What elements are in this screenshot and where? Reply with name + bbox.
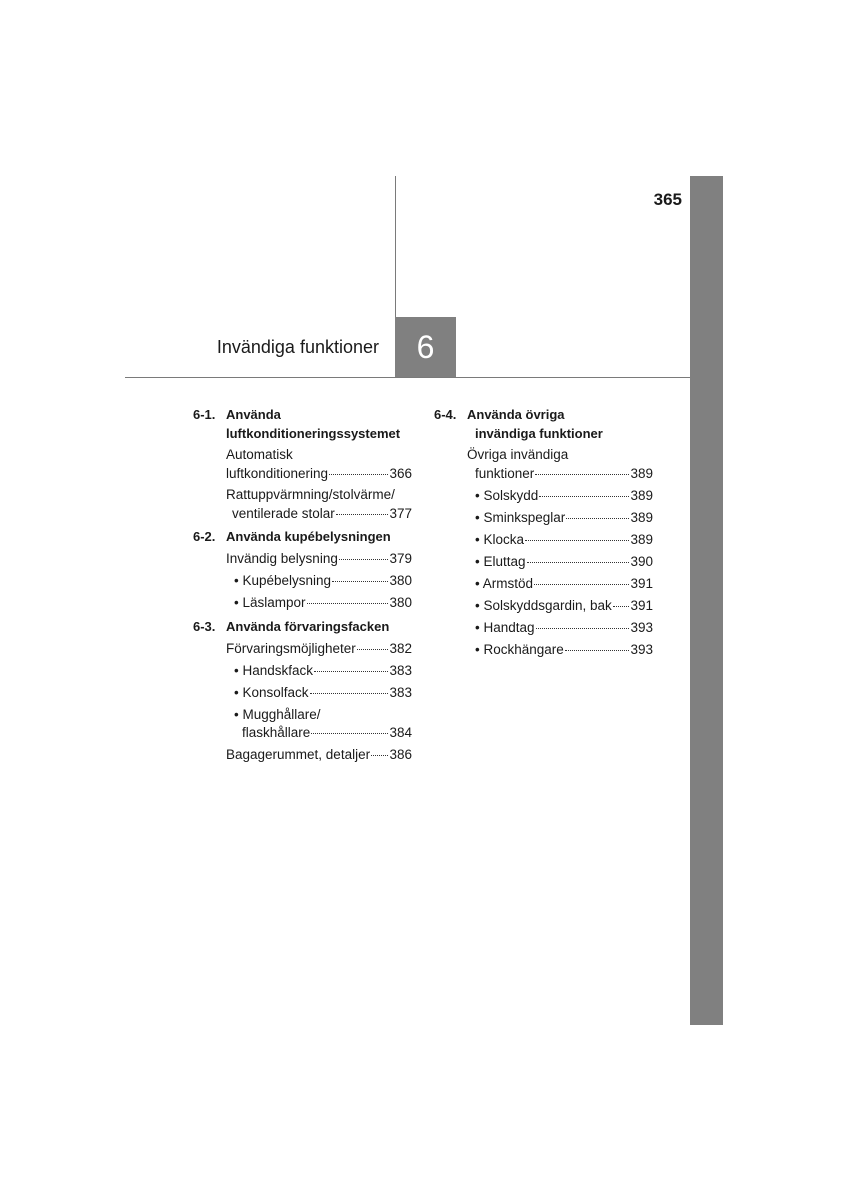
- toc-entry-page: 383: [389, 685, 412, 700]
- toc-entry-text: • Solskydd: [475, 488, 539, 503]
- toc-entry-line1: Övriga invändiga: [467, 447, 569, 462]
- toc-entry[interactable]: [226, 639, 412, 658]
- toc-entry[interactable]: [234, 661, 412, 680]
- horizontal-rule: [125, 377, 690, 378]
- dot-leader: [339, 559, 389, 560]
- dot-leader: [525, 540, 629, 541]
- dot-leader: [311, 733, 388, 734]
- toc-entry[interactable]: [475, 486, 653, 505]
- dot-leader: [527, 562, 630, 563]
- toc-entry-page: 390: [630, 554, 653, 569]
- toc-entry-page: 384: [389, 725, 412, 740]
- section-number: 6-4.: [434, 407, 457, 422]
- section-title: Använda kupébelysningen: [226, 529, 391, 544]
- toc-entry-text: Förvaringsmöjligheter: [226, 641, 356, 656]
- toc-entry[interactable]: [234, 593, 412, 612]
- vertical-rule: [395, 176, 396, 317]
- section-number: 6-2.: [193, 529, 216, 544]
- toc-entry[interactable]: [232, 504, 412, 523]
- toc-entry[interactable]: [475, 596, 653, 615]
- dot-leader: [307, 603, 389, 604]
- section-title-line1: Använda: [226, 407, 281, 422]
- dot-leader: [329, 474, 388, 475]
- section-title-line2: luftkonditioneringssystemet: [226, 426, 401, 441]
- toc-entry-text: • Konsolfack: [234, 685, 309, 700]
- section-title-line1: Använda övriga: [467, 407, 565, 422]
- toc-entry-page: 383: [389, 663, 412, 678]
- dot-leader: [371, 755, 388, 756]
- toc-entry[interactable]: [242, 723, 412, 742]
- toc-entry-text: • Handskfack: [234, 663, 314, 678]
- dot-leader: [565, 650, 630, 651]
- toc-entry-page: 379: [389, 551, 412, 566]
- toc-entry-text: • Handtag: [475, 620, 535, 635]
- dot-leader: [613, 606, 630, 607]
- toc-entry[interactable]: [475, 464, 653, 483]
- toc-entry-page: 393: [630, 620, 653, 635]
- toc-entry-text: flaskhållare: [242, 725, 311, 740]
- toc-entry-page: 377: [389, 506, 412, 521]
- toc-entry-text: • Rockhängare: [475, 642, 564, 657]
- toc-entry-text: • Eluttag: [475, 554, 526, 569]
- dot-leader: [535, 474, 629, 475]
- toc-entry-page: 380: [389, 595, 412, 610]
- toc-entry-text: luftkonditionering: [226, 466, 329, 481]
- section-title: Använda förvaringsfacken: [226, 619, 390, 634]
- toc-entry-page: 391: [630, 576, 653, 591]
- toc-entry-text: • Läslampor: [234, 595, 306, 610]
- dot-leader: [357, 649, 389, 650]
- toc-entry[interactable]: [475, 508, 653, 527]
- toc-entry-text: • Armstöd: [475, 576, 533, 591]
- toc-entry-text: • Sminkspeglar: [475, 510, 566, 525]
- toc-entry[interactable]: [226, 464, 412, 483]
- chapter-number-box: [395, 317, 456, 377]
- section-number: 6-1.: [193, 407, 216, 422]
- toc-entry-page: 386: [389, 747, 412, 762]
- toc-entry-page: 366: [389, 466, 412, 481]
- toc-entry-page: 382: [389, 641, 412, 656]
- toc-entry[interactable]: [234, 571, 412, 590]
- dot-leader: [539, 496, 629, 497]
- toc-entry-page: 380: [389, 573, 412, 588]
- toc-entry-page: 389: [630, 488, 653, 503]
- chapter-number: 6: [416, 328, 435, 365]
- toc-entry[interactable]: [475, 552, 653, 571]
- toc-entry-text: ventilerade stolar: [232, 506, 335, 521]
- toc-entry-text: funktioner: [475, 466, 535, 481]
- toc-entry[interactable]: [226, 745, 412, 764]
- toc-entry-text: • Klocka: [475, 532, 524, 547]
- dot-leader: [332, 581, 388, 582]
- toc-entry-page: 393: [630, 642, 653, 657]
- toc-entry-text: Bagagerummet, detaljer: [226, 747, 371, 762]
- toc-entry[interactable]: [475, 530, 653, 549]
- toc-entry-line1: Rattuppvärmning/stolvärme/: [226, 487, 395, 502]
- dot-leader: [534, 584, 629, 585]
- dot-leader: [310, 693, 389, 694]
- chapter-title: Invändiga funktioner: [216, 337, 379, 357]
- dot-leader: [336, 514, 389, 515]
- dot-leader: [314, 671, 388, 672]
- toc-entry-page: 389: [630, 532, 653, 547]
- toc-entry[interactable]: [475, 618, 653, 637]
- toc-entry[interactable]: [234, 683, 412, 702]
- toc-entry[interactable]: [475, 574, 653, 593]
- dot-leader: [536, 628, 630, 629]
- toc-entry-page: 391: [630, 598, 653, 613]
- page-number: 365: [653, 190, 682, 209]
- toc-entry-text: • Solskyddsgardin, bak: [475, 598, 612, 613]
- toc-entry[interactable]: [475, 640, 653, 659]
- toc-entry-line1: • Mugghållare/: [234, 707, 321, 722]
- toc-entry-text: Invändig belysning: [226, 551, 338, 566]
- toc-entry-line1: Automatisk: [226, 447, 293, 462]
- section-number: 6-3.: [193, 619, 216, 634]
- side-tab: [690, 176, 723, 1025]
- toc-entry[interactable]: [226, 549, 412, 568]
- section-title-line2: invändiga funktioner: [475, 426, 603, 441]
- toc-entry-page: 389: [630, 466, 653, 481]
- toc-entry-text: • Kupébelysning: [234, 573, 332, 588]
- toc-entry-page: 389: [630, 510, 653, 525]
- dot-leader: [566, 518, 629, 519]
